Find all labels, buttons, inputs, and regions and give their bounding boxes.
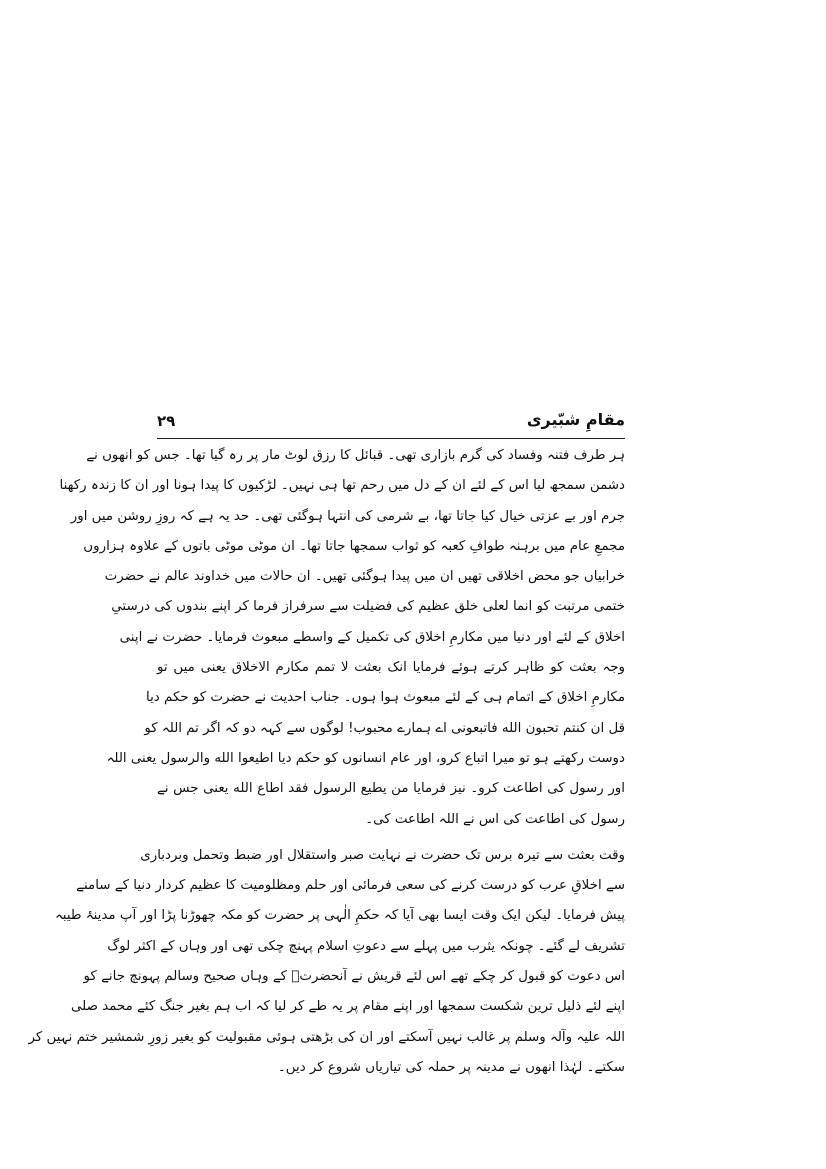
text-line: ہر طرف فتنہ وفساد کی گرم بازاری تھی۔ قبائل کا رزق لوٹ مار پر رہ گیا تھا۔ جس کو انھوں نے (86, 448, 625, 463)
text-line: وقت بعثت سے تیرہ برس تک حضرت نے نہایت صبر واستقلال اور ضبط وتحمل وبردباری (140, 847, 625, 863)
text-line: اور رسول کی اطاعت کرو۔ نیز فرمایا من یطیع الرسول فقد اطاع الله یعنی جس نے (157, 781, 625, 797)
text-line: اس دعوت کو قبول کر چکے تھے اس لئے قریش نے آنحضرتؐ کے وہاں صحیح وسالم پہونچ جانے کو (83, 969, 625, 985)
text-line: جرم اور بے عزتی خیال کیا جاتا تھا، بے شرمی کی انتہا ہوگئی تھی۔ حد یہ ہے کہ روزِ روشن میں اور (70, 508, 625, 524)
text-line: سکتے۔ لہٰذا انھوں نے مدینہ پر حملہ کی تیاریاں شروع کر دیں۔ (277, 1059, 625, 1075)
text-line: قل ان کنتم تحبون الله فاتبعونی اے ہمارے محبوب! لوگوں سے کہہ دو کہ اگر تم اللہ کو (144, 720, 625, 736)
page-header (157, 410, 625, 436)
text-line: وجہ بعثت کو ظاہر کرتے ہوئے فرمایا انک بعثت لا تمم مکارم الاخلاق یعنی میں تو (157, 660, 625, 676)
text-line: مجمعِ عام میں برہنہ طوافِ کعبہ کو ثواب سمجھا جاتا تھا۔ ان موٹی موٹی باتوں کے علاوہ ہزاروں (83, 538, 625, 554)
text-line: اللہ علیہ وآلہ وسلم پر غالب نہیں آسکتے اور ان کی بڑھتی ہوئی مقبولیت کو بغیر زورِ شمشیر ختم نہیں کر (28, 1029, 625, 1045)
paragraph (28, 841, 625, 1083)
page-number: ۲۹ (157, 412, 176, 430)
header-rule (157, 438, 625, 439)
text-line: رسول کی اطاعت کی اس نے اللہ اطاعت کی۔ (365, 811, 625, 827)
text-line: اپنے لئے ذلیل ترین شکست سمجھا اور اپنے مقام پر یہ طے کر لیا کہ اب ہم بغیر جنگ کئے محمد صلی (70, 999, 625, 1015)
text-line: تشریف لے گئے۔ چونکہ یثرب میں پہلے سے دعوتِ اسلام پہنچ چکی تھی اور وہاں کے اکثر لوگ (107, 938, 625, 954)
text-line: ختمی مرتبت کو انما لعلی خلق عظیم کی فضیلت سے سرفراز فرما کر اپنے بندوں کی درستیِ (111, 599, 625, 615)
text-line: مکارمِ اخلاق کے اتمام ہی کے لئے مبعوث ہوا ہوں۔ جناب احدیت نے حضرت کو حکم دیا (146, 690, 625, 706)
running-head: مقامِ شبّیری (526, 410, 625, 429)
paragraph (59, 441, 625, 835)
text-line: خرابیاں جو محض اخلاقی تھیں ان میں پیدا ہوگئی تھیں۔ ان حالات میں خداوند عالم نے حضرت (104, 569, 625, 585)
body-text (28, 441, 625, 1083)
text-line: سے اخلاقِ عرب کو درست کرنے کی سعی فرمائی اور حلم ومظلومیت کا عظیم کردار دنیا کے سامنے (76, 878, 625, 894)
text-line: دوست رکھتے ہو تو میرا اتباع کرو، اور عام انسانوں کو حکم دیا اطیعوا الله والرسول یعنی اللہ (106, 750, 625, 766)
text-line: دشمن سمجھ لیا اس کے لئے ان کے دل میں رحم تھا ہی نہیں۔ لڑکیوں کا پیدا ہونا اور ان کا زندہ رکھنا (59, 478, 625, 494)
text-line: پیش فرمایا۔ لیکن ایک وقت ایسا بھی آیا کہ حکمِ الٰہی پر حضرت کو مکہ چھوڑنا پڑا اور آپ مدینۂ طیبہ (54, 908, 625, 924)
text-line: اخلاق کے لئے اور دنیا میں مکارمِ اخلاق کی تکمیل کے واسطے مبعوث فرمایا۔ حضرت نے اپنی (119, 629, 625, 645)
